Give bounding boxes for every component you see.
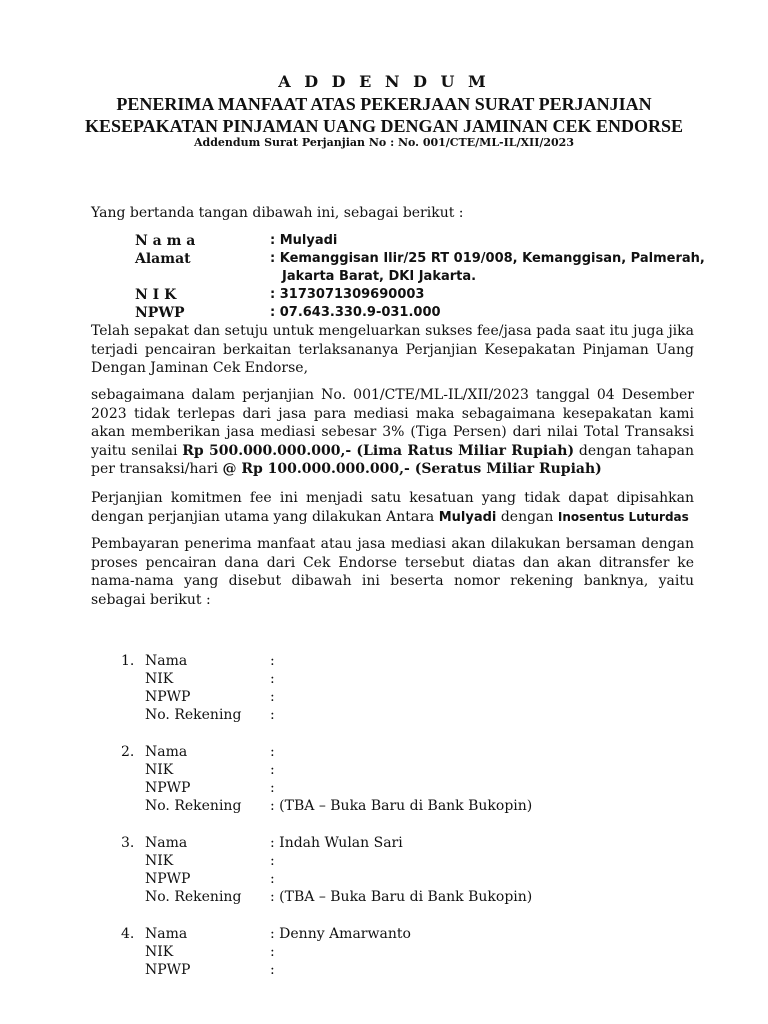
recipient-1-name-label: Nama [145,653,188,669]
recipient-3-nik-label: NIK [145,853,174,869]
recipient-3-name-label: Nama [145,835,188,851]
recipient-4-npwp-value: : [270,962,275,978]
recipient-2-account-value: : (TBA – Buka Baru di Bank Bukopin) [270,798,533,814]
recipient-2-npwp-value: : [270,780,275,796]
party-name-1: Mulyadi [438,509,497,525]
document-subtitle-line-1: PENERIMA MANFAAT ATAS PEKERJAAN SURAT PERJANJIAN [116,94,652,114]
identity-nik-value: : 3173071309690003 [270,287,425,302]
recipient-3-number: 3. [121,835,135,851]
paragraph-fee-terms [91,386,694,479]
paragraph-agreement: Telah sepakat dan setuju untuk mengeluarkan sukses fee/jasa pada saat itu juga jika terjadi pencairan berkaitan terlaksananya Perjanjian Kesepakatan Pinjaman Uang Dengan Jaminan Cek Endorse, [91,323,694,376]
identity-npwp-label: NPWP [135,305,185,321]
fee-terms-text-2: dengan tahapan per transaksi/hari [91,442,694,477]
identity-address-value-2: Jakarta Barat, DKI Jakarta. [282,269,477,284]
recipient-3-account-value: : (TBA – Buka Baru di Bank Bukopin) [270,889,533,905]
fee-daily-amount: @ Rp 100.000.000.000,- (Seratus Miliar Rupiah) [222,461,602,477]
fee-total-amount: Rp 500.000.000.000,- (Lima Ratus Miliar Rupiah) [182,442,575,459]
recipient-4-npwp-label: NPWP [145,962,191,978]
identity-npwp-value: : 07.643.330.9-031.000 [270,305,441,320]
recipient-3-account-label: No. Rekening [145,889,242,905]
recipient-1-npwp-value: : [270,689,275,705]
fee-terms-text-1: sebagaimana dalam perjanjian No. 001/CTE/ML-IL/XII/2023 tanggal 04 Desember 2023 tidak terlepas dari jasa para mediasi maka sebagaimana kesepakatan kami akan memberikan jasa mediasi sebesar 3% (Tiga Persen) dari nilai Total Transaksi yaitu senilai [91,387,694,459]
recipient-3-npwp-label: NPWP [145,871,191,887]
paragraph-commitment [91,489,694,527]
identity-name-label: N a m a [135,233,196,249]
recipient-4-nik-label: NIK [145,944,174,960]
identity-address-label: Alamat [135,251,191,267]
recipient-3-npwp-value: : [270,871,275,887]
recipient-2-nik-label: NIK [145,762,174,778]
recipient-1-number: 1. [121,653,135,669]
intro-text: Yang bertanda tangan dibawah ini, sebagai berikut : [91,205,464,221]
recipient-4-nik-value: : [270,944,275,960]
document-title: A D D E N D U M [278,72,490,91]
recipient-2-name-label: Nama [145,744,188,760]
commitment-text-2: dengan [496,508,558,525]
recipient-1-account-value: : [270,707,275,723]
recipient-4-name-value: : Denny Amarwanto [270,926,411,942]
recipient-2-npwp-label: NPWP [145,780,191,796]
identity-nik-label: N I K [135,287,177,303]
recipient-2-number: 2. [121,744,135,760]
recipient-2-account-label: No. Rekening [145,798,242,814]
commitment-text-1: Perjanjian komitmen fee ini menjadi satu kesatuan yang tidak dapat dipisahkan dengan perjanjian utama yang dilakukan Antara [91,490,694,525]
recipient-2-nik-value: : [270,762,275,778]
identity-address-value-1: : Kemanggisan Ilir/25 RT 019/008, Kemanggisan, Palmerah, [270,251,705,266]
identity-name-value: : Mulyadi [270,233,338,248]
recipient-1-account-label: No. Rekening [145,707,242,723]
party-name-2: Inosentus Luturdas [557,509,689,524]
paragraph-payment: Pembayaran penerima manfaat atau jasa mediasi akan dilakukan bersaman dengan proses pencairan dana dari Cek Endorse tersebut diatas dan akan ditransfer ke nama-nama yang disebut dibawah ini beserta nomor rekening banknya, yaitu sebagai berikut : [91,536,694,608]
recipient-3-name-value: : Indah Wulan Sari [270,835,403,851]
agreement-number: Addendum Surat Perjanjian No : No. 001/CTE/ML-IL/XII/2023 [194,136,574,149]
recipient-1-nik-label: NIK [145,671,174,687]
recipient-4-name-label: Nama [145,926,188,942]
recipient-4-number: 4. [121,926,135,942]
recipient-3-nik-value: : [270,853,275,869]
recipient-1-npwp-label: NPWP [145,689,191,705]
recipient-2-name-value: : [270,744,275,760]
recipient-1-nik-value: : [270,671,275,687]
recipient-1-name-value: : [270,653,275,669]
document-subtitle-line-2: KESEPAKATAN PINJAMAN UANG DENGAN JAMINAN CEK ENDORSE [84,116,684,136]
